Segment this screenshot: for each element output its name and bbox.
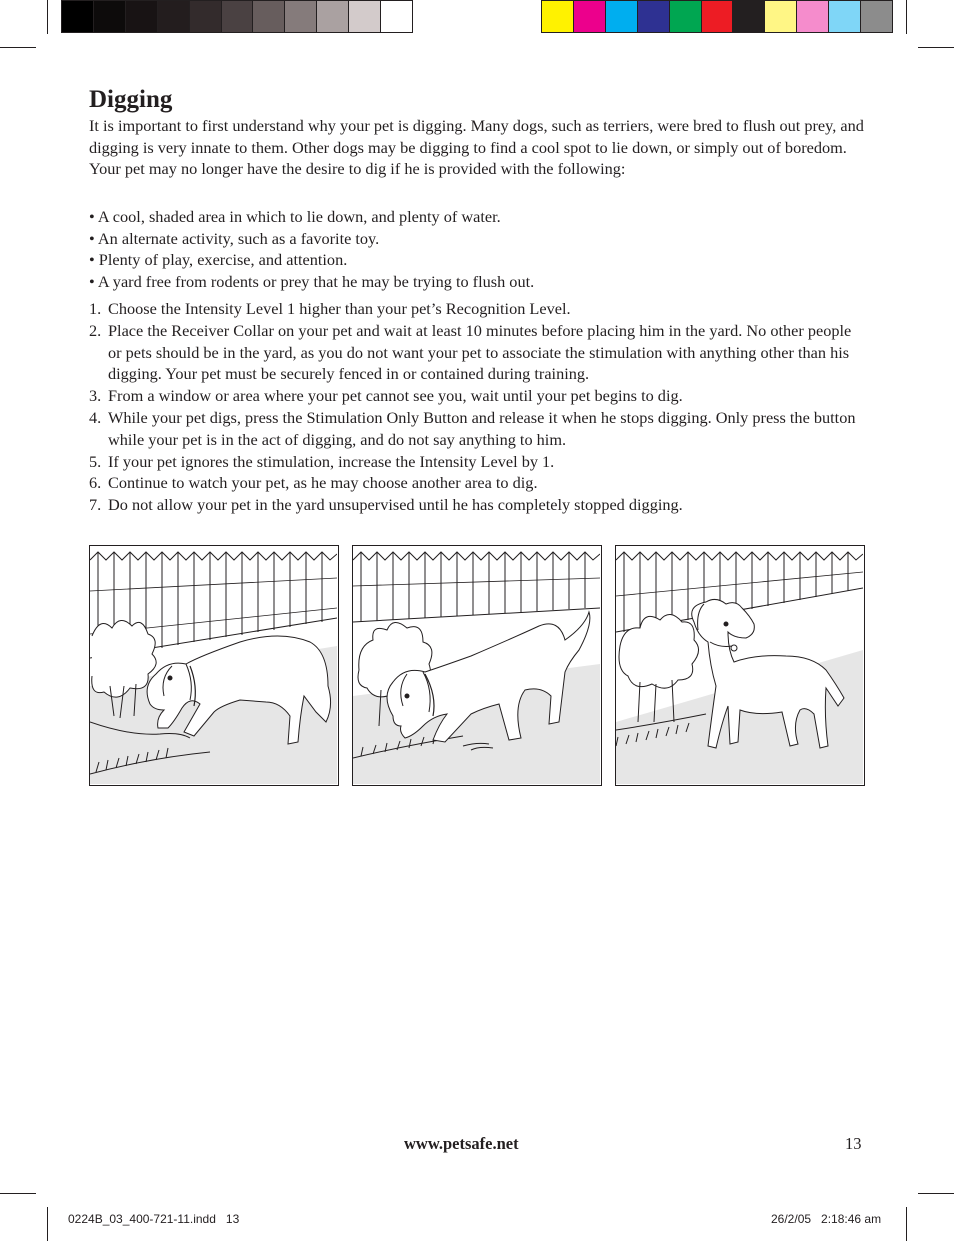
step-item bbox=[89, 451, 864, 473]
color-swatch bbox=[285, 1, 317, 32]
color-swatch bbox=[765, 1, 797, 32]
color-swatch bbox=[94, 1, 126, 32]
color-swatch bbox=[797, 1, 829, 32]
color-swatch bbox=[158, 1, 190, 32]
crop-mark bbox=[47, 1207, 48, 1241]
step-text: While your pet digs, press the Stimulation Only Button and release it when he stops digging. Only press the button while your pet is in the act of digging, and do not say anything to him. bbox=[108, 407, 856, 449]
step-item bbox=[89, 298, 864, 320]
page-number: 13 bbox=[845, 1134, 862, 1153]
color-swatch bbox=[253, 1, 285, 32]
bullet-item: • An alternate activity, such as a favorite toy. bbox=[89, 228, 380, 248]
step-item bbox=[89, 407, 864, 451]
color-swatch bbox=[670, 1, 702, 32]
footer-website-url: www.petsafe.net bbox=[404, 1134, 519, 1153]
crop-mark bbox=[0, 1193, 36, 1194]
step-text: Continue to watch your pet, as he may choose another area to dig. bbox=[108, 473, 538, 493]
step-text: Place the Receiver Collar on your pet and wait at least 10 minutes before placing him in the yard. No other people or pets should be in the yard, as you do not want your pet to associate the stimulation with anything other than his digging. Your pet must be securely fenced in or contained during training. bbox=[108, 320, 852, 384]
step-item bbox=[89, 472, 864, 494]
color-swatch bbox=[222, 1, 254, 32]
step-number: 1. bbox=[89, 299, 102, 318]
color-swatch bbox=[190, 1, 222, 32]
color-swatch bbox=[702, 1, 734, 32]
dog-standing-alert-illustration bbox=[616, 546, 863, 784]
crop-mark bbox=[47, 0, 48, 34]
process-color-bar bbox=[541, 0, 893, 33]
print-slug-timestamp: 26/2/05 2:18:46 am bbox=[771, 1212, 882, 1226]
step-text: Choose the Intensity Level 1 higher than your pet’s Recognition Level. bbox=[108, 299, 571, 318]
crop-mark bbox=[0, 47, 36, 48]
step-item bbox=[89, 494, 864, 516]
bullet-item: • Plenty of play, exercise, and attention. bbox=[89, 250, 348, 270]
print-slug-filename: 0224B_03_400-721-11.indd 13 bbox=[68, 1212, 240, 1226]
step-number: 6. bbox=[89, 473, 102, 493]
page-title: Digging bbox=[89, 86, 173, 113]
color-swatch bbox=[381, 1, 412, 32]
illustration-panel-sniffing bbox=[89, 545, 339, 786]
step-item bbox=[89, 320, 864, 385]
crop-mark bbox=[906, 1207, 907, 1241]
step-text: If your pet ignores the stimulation, increase the Intensity Level by 1. bbox=[108, 451, 555, 471]
grayscale-color-bar bbox=[61, 0, 413, 33]
crop-mark bbox=[918, 47, 954, 48]
color-swatch bbox=[126, 1, 158, 32]
bullet-item: • A cool, shaded area in which to lie down, and plenty of water. bbox=[89, 207, 501, 226]
dog-digging-illustration bbox=[353, 546, 600, 784]
color-swatch bbox=[829, 1, 861, 32]
step-number: 2. bbox=[89, 320, 102, 340]
color-swatch bbox=[861, 1, 892, 32]
step-text: From a window or area where your pet cannot see you, wait until your pet begins to dig. bbox=[108, 386, 683, 406]
color-swatch bbox=[733, 1, 765, 32]
illustration-panel-digging bbox=[352, 545, 602, 786]
color-swatch bbox=[638, 1, 670, 32]
step-number: 3. bbox=[89, 386, 102, 406]
step-item bbox=[89, 385, 864, 407]
step-number: 4. bbox=[89, 407, 102, 427]
crop-mark bbox=[906, 0, 907, 34]
bullet-list bbox=[89, 206, 864, 293]
color-swatch bbox=[349, 1, 381, 32]
color-swatch bbox=[574, 1, 606, 32]
crop-mark bbox=[918, 1193, 954, 1194]
color-swatch bbox=[317, 1, 349, 32]
dog-sniffing-ground-illustration bbox=[90, 546, 337, 784]
step-number: 5. bbox=[89, 451, 102, 471]
intro-paragraph: It is important to first understand why your pet is digging. Many dogs, such as terriers, were bred to flush out prey, and digging is very innate to them. Other dogs may be digging to find a cool spot to lie down, or simply out of boredom. Your pet may no longer have the desire to dig if he is provided with the following: bbox=[89, 116, 864, 179]
training-steps-list bbox=[89, 298, 864, 516]
bullet-item: • A yard free from rodents or prey that he may be trying to flush out. bbox=[89, 272, 535, 292]
step-text: Do not allow your pet in the yard unsupervised until he has completely stopped digging. bbox=[108, 495, 683, 515]
illustration-panel-standing bbox=[615, 545, 865, 786]
color-swatch bbox=[542, 1, 574, 32]
color-swatch bbox=[606, 1, 638, 32]
step-number: 7. bbox=[89, 495, 102, 515]
color-swatch bbox=[62, 1, 94, 32]
